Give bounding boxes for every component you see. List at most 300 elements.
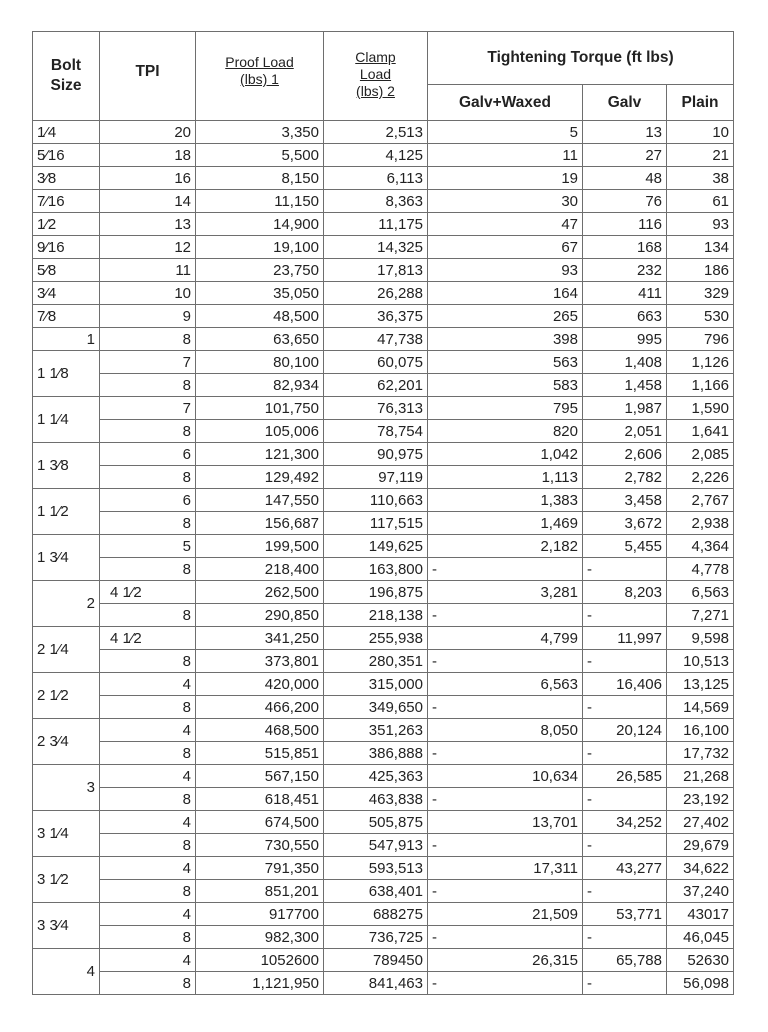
tpi-cell: 8 <box>100 328 196 351</box>
plain-torque-cell: 10,513 <box>667 650 734 673</box>
plain-torque-cell: 46,045 <box>667 926 734 949</box>
proof-load-cell: 35,050 <box>196 282 324 305</box>
proof-load-cell: 341,250 <box>196 627 324 650</box>
bolt-size-cell: 1 1⁄2 <box>33 489 100 535</box>
galv-waxed-torque-cell: - <box>428 604 583 627</box>
bolt-size-cell: 2 <box>33 581 100 627</box>
tpi-cell: 8 <box>100 466 196 489</box>
plain-torque-cell: 1,641 <box>667 420 734 443</box>
tpi-cell: 12 <box>100 236 196 259</box>
clamp-load-cell: 110,663 <box>324 489 428 512</box>
proof-load-cell: 121,300 <box>196 443 324 466</box>
plain-torque-cell: 186 <box>667 259 734 282</box>
bolt-size-cell: 5⁄8 <box>33 259 100 282</box>
clamp-load-cell: 78,754 <box>324 420 428 443</box>
tpi-cell: 8 <box>100 512 196 535</box>
tpi-cell: 8 <box>100 604 196 627</box>
proof-load-cell: 515,851 <box>196 742 324 765</box>
bolt-torque-table <box>32 31 734 995</box>
plain-torque-cell: 23,192 <box>667 788 734 811</box>
table-row <box>33 213 734 236</box>
proof-load-cell: 917700 <box>196 903 324 926</box>
plain-torque-cell: 2,938 <box>667 512 734 535</box>
galv-waxed-torque-cell: 795 <box>428 397 583 420</box>
tpi-cell: 16 <box>100 167 196 190</box>
table-row <box>33 949 734 972</box>
galv-waxed-torque-cell: 93 <box>428 259 583 282</box>
clamp-load-cell: 60,075 <box>324 351 428 374</box>
galv-waxed-torque-cell: 4,799 <box>428 627 583 650</box>
galv-torque-cell: 65,788 <box>583 949 667 972</box>
proof-load-cell: 11,150 <box>196 190 324 213</box>
tpi-cell: 4 1⁄2 <box>100 627 196 650</box>
tpi-cell: 10 <box>100 282 196 305</box>
galv-waxed-torque-cell: 30 <box>428 190 583 213</box>
clamp-load-cell: 386,888 <box>324 742 428 765</box>
galv-torque-cell: - <box>583 604 667 627</box>
tpi-cell: 5 <box>100 535 196 558</box>
bolt-size-cell: 2 1⁄2 <box>33 673 100 719</box>
table-row <box>33 765 734 788</box>
proof-load-cell: 63,650 <box>196 328 324 351</box>
table-row <box>33 581 734 604</box>
proof-load-cell: 420,000 <box>196 673 324 696</box>
table-row <box>33 305 734 328</box>
plain-torque-cell: 1,166 <box>667 374 734 397</box>
table-row <box>33 328 734 351</box>
table-row <box>33 535 734 558</box>
table-row <box>33 880 734 903</box>
galv-waxed-torque-cell: - <box>428 558 583 581</box>
proof-load-cell: 156,687 <box>196 512 324 535</box>
galv-torque-cell: - <box>583 558 667 581</box>
plain-torque-cell: 7,271 <box>667 604 734 627</box>
clamp-load-cell: 76,313 <box>324 397 428 420</box>
proof-load-cell: 48,500 <box>196 305 324 328</box>
plain-torque-cell: 93 <box>667 213 734 236</box>
clamp-load-cell: 505,875 <box>324 811 428 834</box>
bolt-size-cell: 2 1⁄4 <box>33 627 100 673</box>
galv-torque-cell: 2,606 <box>583 443 667 466</box>
table-row <box>33 903 734 926</box>
galv-waxed-torque-cell: 47 <box>428 213 583 236</box>
galv-waxed-torque-cell: 26,315 <box>428 949 583 972</box>
header-galv: Galv <box>583 85 667 121</box>
clamp-load-cell: 117,515 <box>324 512 428 535</box>
galv-torque-cell: 663 <box>583 305 667 328</box>
proof-load-cell: 218,400 <box>196 558 324 581</box>
plain-torque-cell: 21,268 <box>667 765 734 788</box>
tpi-cell: 8 <box>100 558 196 581</box>
tpi-cell: 8 <box>100 788 196 811</box>
proof-load-cell: 101,750 <box>196 397 324 420</box>
plain-torque-cell: 61 <box>667 190 734 213</box>
proof-load-cell: 567,150 <box>196 765 324 788</box>
clamp-load-cell: 47,738 <box>324 328 428 351</box>
plain-torque-cell: 134 <box>667 236 734 259</box>
galv-torque-cell: 26,585 <box>583 765 667 788</box>
clamp-load-cell: 36,375 <box>324 305 428 328</box>
bolt-size-cell: 4 <box>33 949 100 995</box>
table-row <box>33 282 734 305</box>
clamp-load-cell: 547,913 <box>324 834 428 857</box>
galv-waxed-torque-cell: 13,701 <box>428 811 583 834</box>
bolt-size-cell: 1 3⁄4 <box>33 535 100 581</box>
table-row <box>33 144 734 167</box>
galv-waxed-torque-cell: - <box>428 650 583 673</box>
galv-waxed-torque-cell: 67 <box>428 236 583 259</box>
proof-load-cell: 730,550 <box>196 834 324 857</box>
clamp-load-cell: 688275 <box>324 903 428 926</box>
table-row <box>33 811 734 834</box>
table-row <box>33 972 734 995</box>
proof-load-cell: 129,492 <box>196 466 324 489</box>
proof-load-cell: 791,350 <box>196 857 324 880</box>
bolt-size-cell: 3 3⁄4 <box>33 903 100 949</box>
plain-torque-cell: 17,732 <box>667 742 734 765</box>
tpi-cell: 6 <box>100 489 196 512</box>
galv-waxed-torque-cell: 1,383 <box>428 489 583 512</box>
table-row <box>33 673 734 696</box>
galv-torque-cell: 53,771 <box>583 903 667 926</box>
clamp-load-cell: 841,463 <box>324 972 428 995</box>
tpi-cell: 4 <box>100 949 196 972</box>
galv-waxed-torque-cell: 265 <box>428 305 583 328</box>
table-row <box>33 834 734 857</box>
galv-torque-cell: 27 <box>583 144 667 167</box>
tpi-cell: 8 <box>100 650 196 673</box>
plain-torque-cell: 37,240 <box>667 880 734 903</box>
clamp-load-cell: 149,625 <box>324 535 428 558</box>
tpi-cell: 4 <box>100 673 196 696</box>
galv-waxed-torque-cell: 583 <box>428 374 583 397</box>
plain-torque-cell: 13,125 <box>667 673 734 696</box>
tpi-cell: 8 <box>100 834 196 857</box>
proof-load-cell: 468,500 <box>196 719 324 742</box>
clamp-load-cell: 315,000 <box>324 673 428 696</box>
proof-load-cell: 674,500 <box>196 811 324 834</box>
bolt-size-cell: 1⁄2 <box>33 213 100 236</box>
clamp-load-cell: 196,875 <box>324 581 428 604</box>
bolt-size-cell: 3 1⁄4 <box>33 811 100 857</box>
proof-load-cell: 14,900 <box>196 213 324 236</box>
bolt-size-cell: 9⁄16 <box>33 236 100 259</box>
bolt-size-cell: 3 1⁄2 <box>33 857 100 903</box>
proof-load-cell: 1052600 <box>196 949 324 972</box>
plain-torque-cell: 21 <box>667 144 734 167</box>
tpi-cell: 4 <box>100 811 196 834</box>
tpi-cell: 4 <box>100 719 196 742</box>
bolt-size-cell: 5⁄16 <box>33 144 100 167</box>
table-row <box>33 742 734 765</box>
galv-waxed-torque-cell: - <box>428 972 583 995</box>
galv-torque-cell: 3,458 <box>583 489 667 512</box>
galv-waxed-torque-cell: 5 <box>428 121 583 144</box>
clamp-load-cell: 97,119 <box>324 466 428 489</box>
clamp-load-cell: 425,363 <box>324 765 428 788</box>
plain-torque-cell: 1,126 <box>667 351 734 374</box>
proof-load-cell: 1,121,950 <box>196 972 324 995</box>
clamp-load-cell: 62,201 <box>324 374 428 397</box>
bolt-size-cell: 1 1⁄4 <box>33 397 100 443</box>
table-row <box>33 466 734 489</box>
galv-waxed-torque-cell: 8,050 <box>428 719 583 742</box>
plain-torque-cell: 16,100 <box>667 719 734 742</box>
plain-torque-cell: 796 <box>667 328 734 351</box>
clamp-load-cell: 463,838 <box>324 788 428 811</box>
plain-torque-cell: 10 <box>667 121 734 144</box>
galv-torque-cell: - <box>583 650 667 673</box>
galv-waxed-torque-cell: 10,634 <box>428 765 583 788</box>
galv-torque-cell: 1,458 <box>583 374 667 397</box>
galv-torque-cell: 11,997 <box>583 627 667 650</box>
tpi-cell: 6 <box>100 443 196 466</box>
clamp-load-cell: 789450 <box>324 949 428 972</box>
galv-waxed-torque-cell: 3,281 <box>428 581 583 604</box>
table-row <box>33 719 734 742</box>
table-row <box>33 351 734 374</box>
header-clamp-load: Clamp Load (lbs) 2 <box>324 32 428 121</box>
clamp-load-cell: 351,263 <box>324 719 428 742</box>
galv-torque-cell: - <box>583 696 667 719</box>
galv-torque-cell: - <box>583 880 667 903</box>
proof-load-cell: 982,300 <box>196 926 324 949</box>
tpi-cell: 7 <box>100 397 196 420</box>
clamp-load-cell: 163,800 <box>324 558 428 581</box>
galv-torque-cell: 5,455 <box>583 535 667 558</box>
plain-torque-cell: 14,569 <box>667 696 734 719</box>
proof-load-cell: 8,150 <box>196 167 324 190</box>
table-row <box>33 397 734 420</box>
table-row <box>33 420 734 443</box>
clamp-load-cell: 349,650 <box>324 696 428 719</box>
bolt-size-cell: 1 3⁄8 <box>33 443 100 489</box>
plain-torque-cell: 43017 <box>667 903 734 926</box>
table-row <box>33 236 734 259</box>
tpi-cell: 11 <box>100 259 196 282</box>
galv-waxed-torque-cell: - <box>428 788 583 811</box>
clamp-load-cell: 17,813 <box>324 259 428 282</box>
clamp-load-cell: 638,401 <box>324 880 428 903</box>
tpi-cell: 13 <box>100 213 196 236</box>
plain-torque-cell: 9,598 <box>667 627 734 650</box>
table-row <box>33 259 734 282</box>
proof-load-cell: 466,200 <box>196 696 324 719</box>
header-tpi: TPI <box>100 32 196 121</box>
galv-waxed-torque-cell: - <box>428 742 583 765</box>
proof-load-cell: 373,801 <box>196 650 324 673</box>
clamp-load-cell: 280,351 <box>324 650 428 673</box>
tpi-cell: 4 1⁄2 <box>100 581 196 604</box>
galv-torque-cell: 232 <box>583 259 667 282</box>
plain-torque-cell: 34,622 <box>667 857 734 880</box>
galv-torque-cell: 8,203 <box>583 581 667 604</box>
tpi-cell: 7 <box>100 351 196 374</box>
galv-waxed-torque-cell: 2,182 <box>428 535 583 558</box>
table-row <box>33 190 734 213</box>
galv-waxed-torque-cell: 398 <box>428 328 583 351</box>
table-row <box>33 167 734 190</box>
galv-waxed-torque-cell: 563 <box>428 351 583 374</box>
tpi-cell: 8 <box>100 420 196 443</box>
proof-load-cell: 290,850 <box>196 604 324 627</box>
table-row <box>33 512 734 535</box>
plain-torque-cell: 27,402 <box>667 811 734 834</box>
header-bolt-size: Bolt Size <box>33 32 100 121</box>
tpi-cell: 4 <box>100 857 196 880</box>
tpi-cell: 14 <box>100 190 196 213</box>
table-row <box>33 558 734 581</box>
bolt-size-cell: 1 1⁄8 <box>33 351 100 397</box>
galv-waxed-torque-cell: 820 <box>428 420 583 443</box>
proof-load-cell: 19,100 <box>196 236 324 259</box>
galv-torque-cell: 48 <box>583 167 667 190</box>
galv-torque-cell: - <box>583 834 667 857</box>
galv-torque-cell: - <box>583 742 667 765</box>
clamp-load-cell: 736,725 <box>324 926 428 949</box>
proof-load-cell: 80,100 <box>196 351 324 374</box>
tpi-cell: 8 <box>100 880 196 903</box>
galv-waxed-torque-cell: - <box>428 834 583 857</box>
galv-waxed-torque-cell: 164 <box>428 282 583 305</box>
galv-torque-cell: 116 <box>583 213 667 236</box>
galv-waxed-torque-cell: 1,113 <box>428 466 583 489</box>
clamp-load-cell: 4,125 <box>324 144 428 167</box>
table-body <box>33 121 734 995</box>
proof-load-cell: 5,500 <box>196 144 324 167</box>
clamp-load-cell: 218,138 <box>324 604 428 627</box>
proof-load-cell: 105,006 <box>196 420 324 443</box>
galv-waxed-torque-cell: 19 <box>428 167 583 190</box>
tpi-cell: 8 <box>100 696 196 719</box>
galv-torque-cell: 411 <box>583 282 667 305</box>
clamp-load-cell: 90,975 <box>324 443 428 466</box>
plain-torque-cell: 56,098 <box>667 972 734 995</box>
table-row <box>33 627 734 650</box>
table-row <box>33 121 734 144</box>
plain-torque-cell: 1,590 <box>667 397 734 420</box>
bolt-size-cell: 1 <box>33 328 100 351</box>
plain-torque-cell: 329 <box>667 282 734 305</box>
galv-waxed-torque-cell: 6,563 <box>428 673 583 696</box>
galv-waxed-torque-cell: - <box>428 880 583 903</box>
galv-torque-cell: - <box>583 926 667 949</box>
proof-load-cell: 851,201 <box>196 880 324 903</box>
galv-waxed-torque-cell: 17,311 <box>428 857 583 880</box>
galv-torque-cell: 2,051 <box>583 420 667 443</box>
galv-waxed-torque-cell: - <box>428 696 583 719</box>
tpi-cell: 8 <box>100 742 196 765</box>
plain-torque-cell: 4,364 <box>667 535 734 558</box>
plain-torque-cell: 52630 <box>667 949 734 972</box>
galv-torque-cell: 1,408 <box>583 351 667 374</box>
bolt-size-cell: 3 <box>33 765 100 811</box>
galv-torque-cell: 3,672 <box>583 512 667 535</box>
plain-torque-cell: 4,778 <box>667 558 734 581</box>
proof-load-cell: 82,934 <box>196 374 324 397</box>
proof-load-cell: 262,500 <box>196 581 324 604</box>
clamp-load-cell: 26,288 <box>324 282 428 305</box>
table-row <box>33 788 734 811</box>
plain-torque-cell: 29,679 <box>667 834 734 857</box>
galv-waxed-torque-cell: 1,469 <box>428 512 583 535</box>
plain-torque-cell: 38 <box>667 167 734 190</box>
galv-torque-cell: 1,987 <box>583 397 667 420</box>
proof-load-cell: 147,550 <box>196 489 324 512</box>
bolt-size-cell: 3⁄8 <box>33 167 100 190</box>
galv-waxed-torque-cell: 21,509 <box>428 903 583 926</box>
proof-load-cell: 199,500 <box>196 535 324 558</box>
galv-torque-cell: 16,406 <box>583 673 667 696</box>
bolt-size-cell: 1⁄4 <box>33 121 100 144</box>
plain-torque-cell: 2,767 <box>667 489 734 512</box>
galv-waxed-torque-cell: 11 <box>428 144 583 167</box>
tpi-cell: 8 <box>100 926 196 949</box>
galv-torque-cell: 13 <box>583 121 667 144</box>
table-row <box>33 604 734 627</box>
header-plain: Plain <box>667 85 734 121</box>
header-proof-load: Proof Load (lbs) 1 <box>196 32 324 121</box>
clamp-load-cell: 593,513 <box>324 857 428 880</box>
bolt-size-cell: 3⁄4 <box>33 282 100 305</box>
proof-load-cell: 618,451 <box>196 788 324 811</box>
clamp-load-cell: 14,325 <box>324 236 428 259</box>
clamp-load-cell: 8,363 <box>324 190 428 213</box>
table-row <box>33 650 734 673</box>
header-tightening-torque: Tightening Torque (ft lbs) <box>428 32 734 85</box>
galv-waxed-torque-cell: - <box>428 926 583 949</box>
clamp-load-cell: 2,513 <box>324 121 428 144</box>
table-row <box>33 696 734 719</box>
table-row <box>33 857 734 880</box>
plain-torque-cell: 2,085 <box>667 443 734 466</box>
galv-torque-cell: 76 <box>583 190 667 213</box>
bolt-size-cell: 7⁄8 <box>33 305 100 328</box>
table-row <box>33 926 734 949</box>
tpi-cell: 8 <box>100 972 196 995</box>
plain-torque-cell: 530 <box>667 305 734 328</box>
table-row <box>33 443 734 466</box>
bolt-size-cell: 7⁄16 <box>33 190 100 213</box>
galv-torque-cell: 43,277 <box>583 857 667 880</box>
table-row <box>33 489 734 512</box>
tpi-cell: 20 <box>100 121 196 144</box>
clamp-load-cell: 255,938 <box>324 627 428 650</box>
galv-torque-cell: - <box>583 972 667 995</box>
bolt-size-cell: 2 3⁄4 <box>33 719 100 765</box>
tpi-cell: 8 <box>100 374 196 397</box>
plain-torque-cell: 2,226 <box>667 466 734 489</box>
clamp-load-cell: 11,175 <box>324 213 428 236</box>
galv-waxed-torque-cell: 1,042 <box>428 443 583 466</box>
galv-torque-cell: 995 <box>583 328 667 351</box>
galv-torque-cell: 168 <box>583 236 667 259</box>
tpi-cell: 18 <box>100 144 196 167</box>
tpi-cell: 9 <box>100 305 196 328</box>
header-galv-waxed: Galv+Waxed <box>428 85 583 121</box>
galv-torque-cell: - <box>583 788 667 811</box>
tpi-cell: 4 <box>100 903 196 926</box>
proof-load-cell: 23,750 <box>196 259 324 282</box>
galv-torque-cell: 34,252 <box>583 811 667 834</box>
tpi-cell: 4 <box>100 765 196 788</box>
galv-torque-cell: 20,124 <box>583 719 667 742</box>
proof-load-cell: 3,350 <box>196 121 324 144</box>
clamp-load-cell: 6,113 <box>324 167 428 190</box>
galv-torque-cell: 2,782 <box>583 466 667 489</box>
plain-torque-cell: 6,563 <box>667 581 734 604</box>
table-row <box>33 374 734 397</box>
